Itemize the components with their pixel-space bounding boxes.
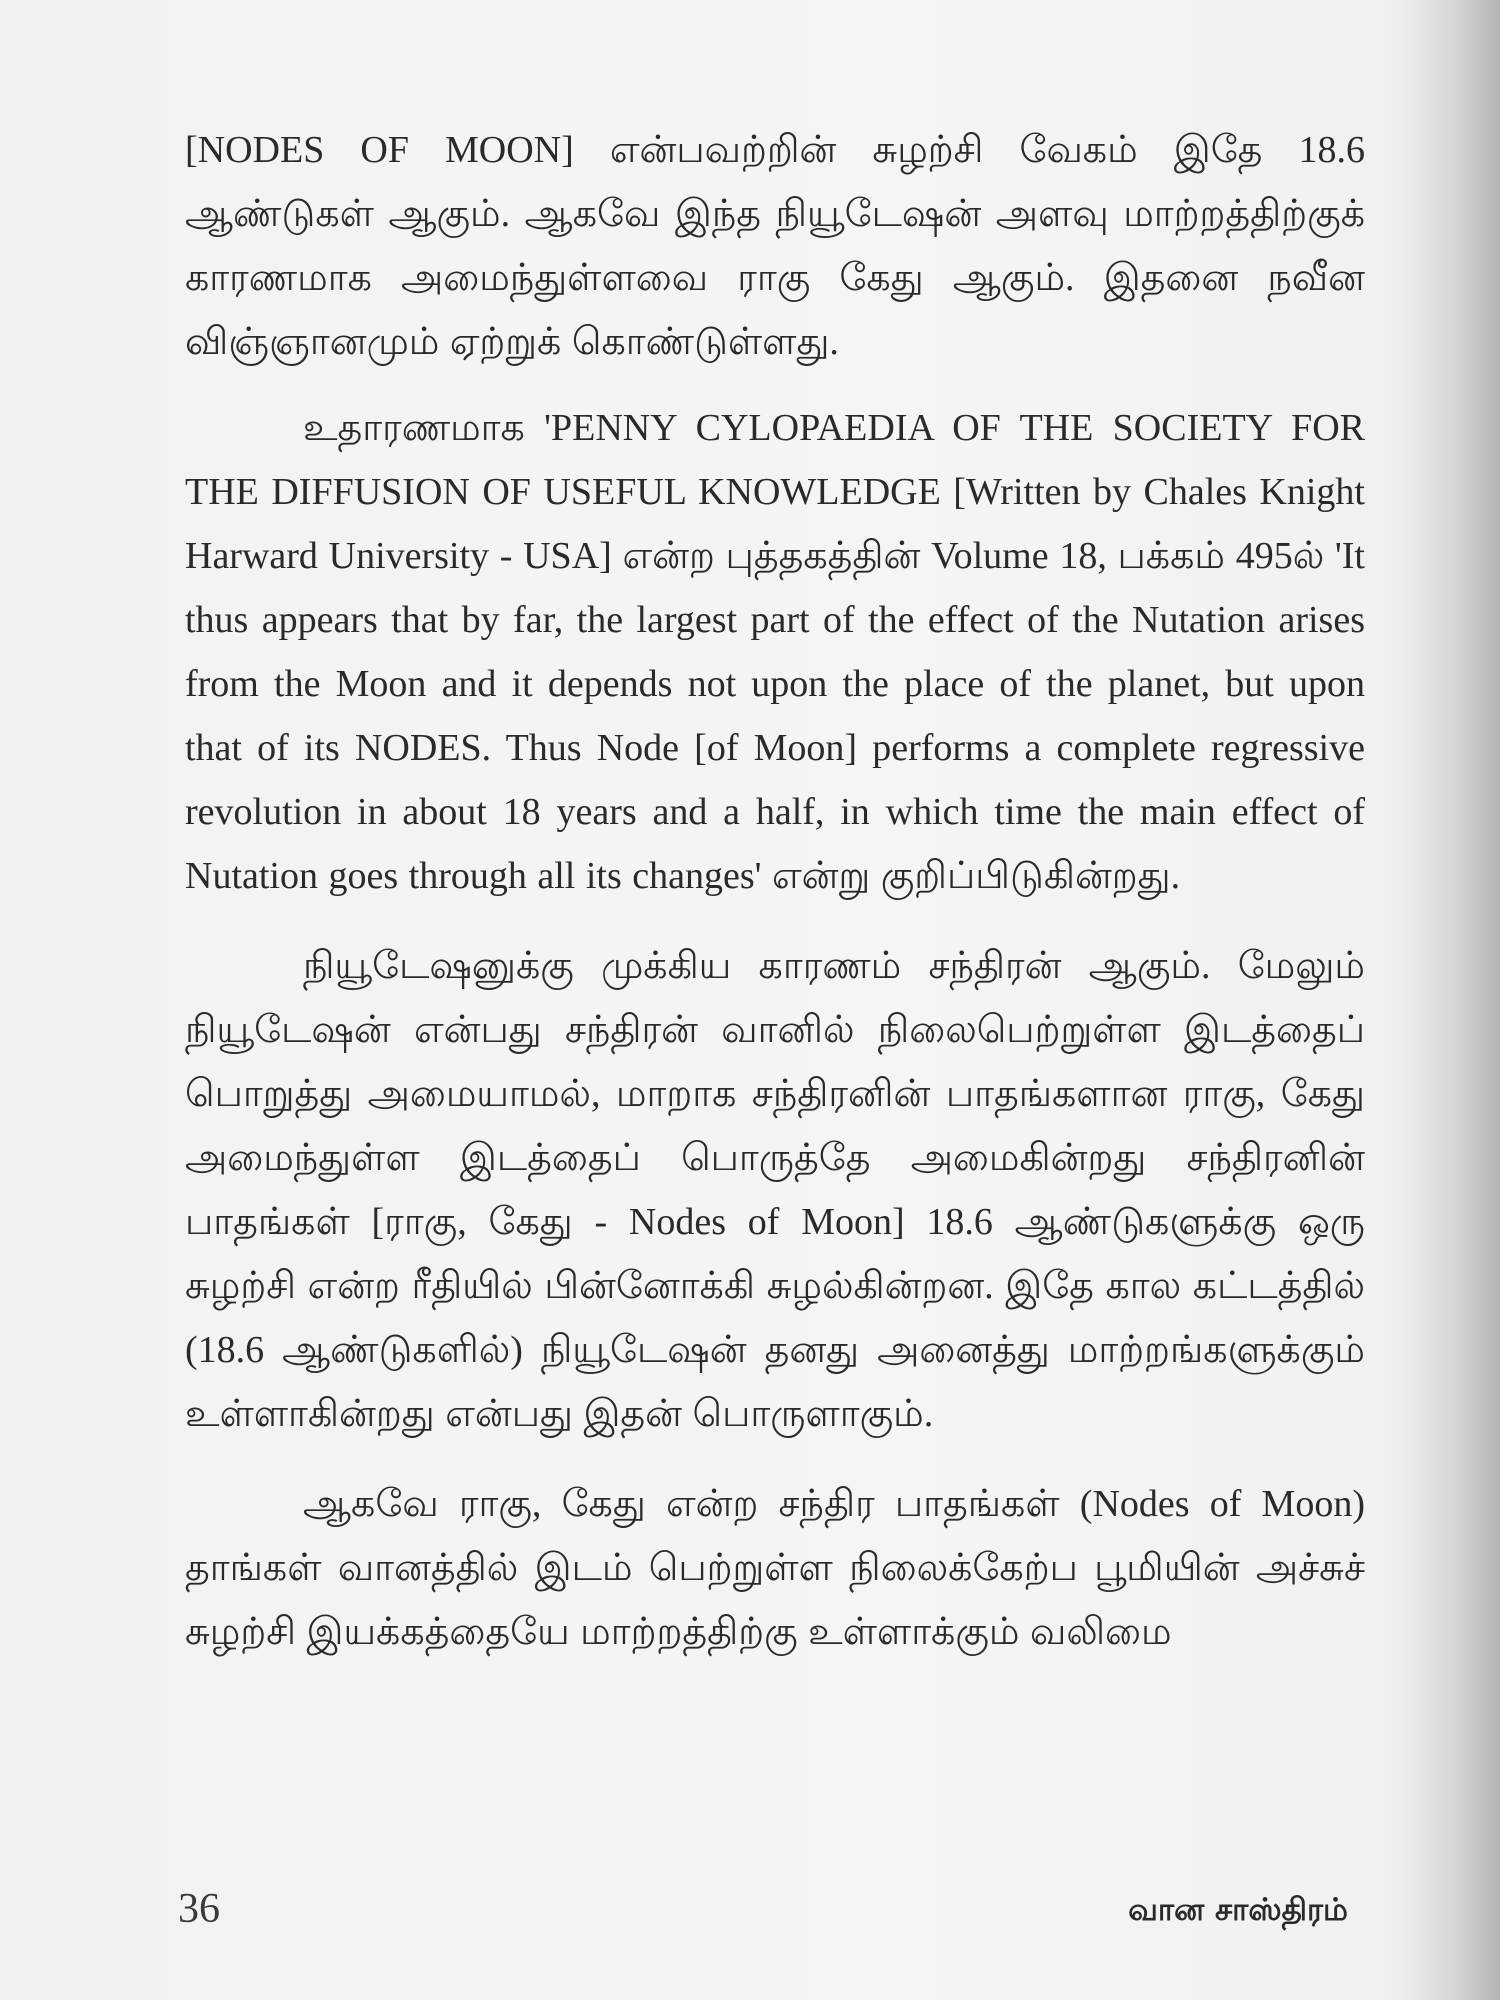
body-text xyxy=(185,118,1365,1690)
page-number: 36 xyxy=(178,1886,220,1932)
paragraph-4: ஆகவே ராகு, கேது என்ற சந்திர பாதங்கள் (Nodes of Moon) தாங்கள் வானத்தில் இடம் பெற்றுள்ள நிலைக்கேற்ப பூமியின் அச்சுச் சுழற்சி இயக்கத்தையே மாற்றத்திற்கு உள்ளாக்கும் வலிமை xyxy=(185,1483,1365,1653)
paragraph-1: [NODES OF MOON] என்பவற்றின் சுழற்சி வேகம் இதே 18.6 ஆண்டுகள் ஆகும். ஆகவே இந்த நியூடேஷன் அளவு மாற்றத்திற்குக் காரணமாக அமைந்துள்ளவை ராகு கேது ஆகும். இதனை நவீன விஞ்ஞானமும் ஏற்றுக் கொண்டுள்ளது. xyxy=(185,129,1365,363)
page-edge-shadow xyxy=(1405,0,1500,2000)
paragraph-3: நியூடேஷனுக்கு முக்கிய காரணம் சந்திரன் ஆகும். மேலும் நியூடேஷன் என்பது சந்திரன் வானில் நிலைபெற்றுள்ள இடத்தைப் பொறுத்து அமையாமல், மாறாக சந்திரனின் பாதங்களான ராகு, கேது அமைந்துள்ள இடத்தைப் பொருத்தே அமைகின்றது சந்திரனின் பாதங்கள் [ராகு, கேது - Nodes of Moon] 18.6 ஆண்டுகளுக்கு ஒரு சுழற்சி என்ற ரீதியில் பின்னோக்கி சுழல்கின்றன. இதே கால கட்டத்தில் (18.6 ஆண்டுகளில்) நியூடேஷன் தனது அனைத்து மாற்றங்களுக்கும் உள்ளாகின்றது என்பது இதன் பொருளாகும். xyxy=(185,945,1365,1435)
paragraph-2: உதாரணமாக 'PENNY CYLOPAEDIA OF THE SOCIETY FOR THE DIFFUSION OF USEFUL KNOWLEDGE [Written by Chales Knight Harward University - USA] என்ற புத்தகத்தின் Volume 18, பக்கம் 495ல் 'It thus appears that by far, the largest part of the effect of the Nutation arises from the Moon and it depends not upon the place of the planet, but upon that of its NODES. Thus Node [of Moon] performs a complete regressive revolution in about 18 years and a half, in which time the main effect of Nutation goes through all its changes' என்று குறிப்பிடுகின்றது. xyxy=(185,407,1365,897)
running-footer-title: வான சாஸ்திரம் xyxy=(1128,1892,1348,1928)
